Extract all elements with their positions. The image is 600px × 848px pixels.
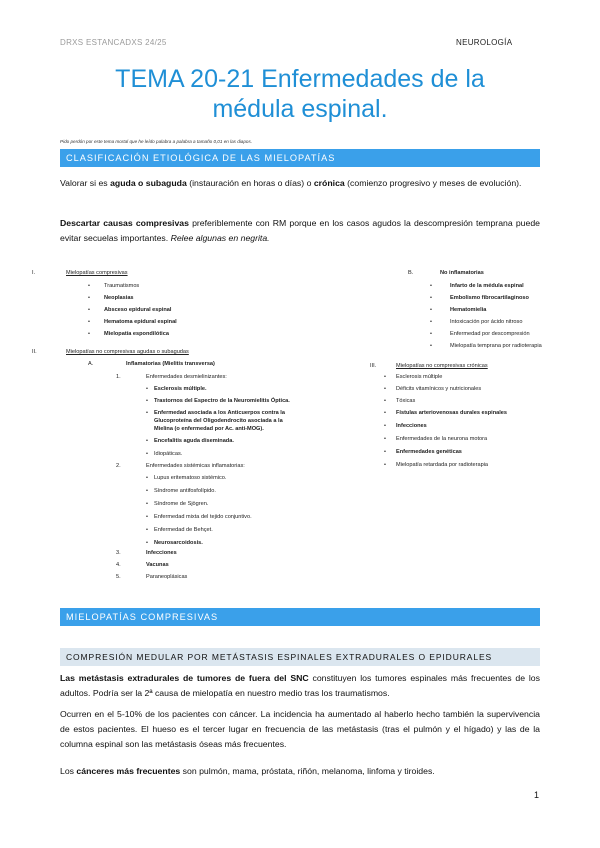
paragraph-metastasis-frequency: Las metástasis extradurales de tumores de fuera del SNC constituyen los tumores espinales más frecuentes de los adultos. Podría ser la 2ª causa de mielopatía en nuestro medio tras los traumatismos. (60, 673, 540, 698)
list-item: Infecciones (146, 550, 177, 556)
list-item: Esclerosis múltiple. (154, 386, 207, 392)
list-item: Mielopatía temprana por radioterapia (450, 343, 542, 349)
paragraph-frequent-cancers: Los cánceres más frecuentes son pulmón, mama, próstata, riñón, melanoma, linfoma y tiroides. (60, 766, 435, 776)
title-line-2: médula espinal. (212, 95, 388, 123)
list-item: Infarto de la médula espinal (450, 283, 524, 289)
list-item: Idiopáticas. (154, 451, 183, 457)
list-item: Intoxicación por ácido nitroso (450, 319, 523, 325)
subgroup-inflammatory: Inflamatorias (Mielitis transversa) (126, 361, 215, 367)
list-item: Tóxicas (396, 398, 416, 404)
list-item: Fístulas arteriovenosas durales espinales (396, 410, 507, 416)
list-item: Glucoproteína del Oligodendrocito asociada a la (154, 418, 283, 424)
paragraph-acute-chronic: Valorar si es aguda o subaguda (instauración en horas o días) o crónica (comienzo progresivo y meses de evolución). (60, 178, 522, 188)
list-item: Trastornos del Espectro de la Neuromielitis Óptica. (154, 398, 290, 404)
list-item: Neoplasias (104, 295, 134, 301)
page-title (60, 64, 540, 124)
page-number: 1 (534, 790, 540, 800)
list-item: Enfermedad por descompresión (450, 331, 530, 337)
paragraph-incidence: Ocurren en el 5-10% de los pacientes con cáncer. La incidencia ha aumentado al haberlo hecho también la supervivencia de estos pacientes. El hueso es el tercer lugar en frecuencia de las metástasis (tras el pulmón y el hígado) y las de la columna espinal son las metástasis óseas más frecuentes. (60, 709, 540, 749)
list-item: Enfermedades de la neurona motora (396, 436, 488, 442)
subsection-heading-metastasis: COMPRESIÓN MEDULAR POR METÁSTASIS ESPINALES EXTRADURALES O EPIDURALES (60, 648, 540, 666)
list-item: Lupus eritematoso sistémico. (154, 475, 227, 481)
author-note: Pido perdón por este tema mortal que he leído palabra a palabra a tamaño 0,01 en las diapos. (60, 139, 253, 144)
list-item: Traumatismos (104, 283, 140, 289)
section-heading-compressive: MIELOPATÍAS COMPRESIVAS (60, 608, 540, 626)
list-item: Mielina (o enfermedad por Ac. anti-MOG). (154, 426, 264, 432)
group-noncompressive-acute: Mielopatías no compresivas agudas o subagudas (66, 349, 189, 355)
list-item: Mielopatía espondilótica (104, 331, 169, 337)
section-heading-classification: CLASIFICACIÓN ETIOLÓGICA DE LAS MIELOPATÍAS (60, 149, 540, 167)
title-line-1: TEMA 20-21 Enfermedades de la (115, 65, 485, 93)
list-item: Enfermedades genéticas (396, 449, 462, 455)
subgroup-noninflammatory: No inflamatorias (440, 270, 484, 276)
list-item: Síndrome antifosfolípido. (154, 488, 216, 494)
group-noncompressive-chronic: Mielopatías no compresivas crónicas (396, 363, 488, 369)
list-item: Hematoma epidural espinal (104, 319, 177, 325)
list-item: Embolismo fibrocartilaginoso (450, 295, 529, 301)
list-item: Déficits vitamínicos y nutricionales (396, 386, 482, 392)
header-left: DRXS ESTANCADXS 24/25 (60, 38, 167, 47)
list-item: Enfermedad mixta del tejido conjuntivo. (154, 514, 252, 520)
list-item: Hematomielia (450, 307, 487, 313)
classification-figure (30, 263, 573, 583)
list-item: Síndrome de Sjögren. (154, 501, 209, 507)
list-item: Infecciones (396, 423, 427, 429)
list-item: Absceso epidural espinal (104, 307, 172, 313)
paragraph-compressive: Descartar causas compresivas preferiblemente con RM porque en los casos agudos la descompresión temprana puede evitar secuelas importantes. Relee algunas en negrita. (60, 218, 540, 243)
list-item: Paraneoplásicas (146, 574, 188, 580)
figure-left-column: I. Mielopatías compresivas • Traumatismos • Neoplasias • Absceso epidural espinal • Hematoma epidural espinal • Mielopatía espondilótica II. Mielopatías no compresivas agudas o subagudas A. Inflamatorias (Mielitis transversa) 1. Enfermedades desmielinizantes: • Esclerosis múltiple. • Trastornos del Espectro de la Neuromielitis Óptica. • Enfermedad asociada a los Anticuerpos contra la Glucoproteína del Oligodendrocito asociada a la Mielina (o enfermedad por Ac. anti-MOG). • Encefalitis aguda diseminada. • Idiopáticas. 2. Enfermedades sistémicas inflamatorias: • Lupus eritematoso sistémico. • Síndrome antifosfolípido. • Síndrome de Sjögren. • Enfermedad mixta del tejido conjuntivo. • Enfermedad de Behçet. • Neurosarcoidosis. 3. Infecciones 4. Vacunas 5. Paraneoplásicas (32, 270, 290, 580)
list-item: Vacunas (146, 562, 169, 568)
list-item: Neurosarcoidosis. (154, 540, 203, 546)
list-item: Enfermedad asociada a los Anticuerpos contra la (154, 410, 285, 416)
list-item: Encefalitis aguda diseminada. (154, 438, 234, 444)
group-compressive: Mielopatías compresivas (66, 270, 128, 276)
list-item: Esclerosis múltiple (396, 374, 443, 380)
list-item: Enfermedad de Behçet. (154, 527, 213, 533)
list-item: Mielopatía retardada por radioterapia (396, 462, 489, 468)
figure-right-column: B. No inflamatorias • Infarto de la médula espinal • Embolismo fibrocartilaginoso • Hematomielia • Intoxicación por ácido nitroso • Enfermedad por descompresión • Mielopatía temprana por radioterapia III. Mielopatías no compresivas crónicas • Esclerosis múltiple • Déficits vitamínicos y nutricionales • Tóxicas • Fístulas arteriovenosas durales espinales • Infecciones • Enfermedades de la neurona motora • Enfermedades genéticas • Mielopatía retardada por radioterapia (370, 270, 542, 468)
header-right: NEUROLOGÍA (456, 38, 513, 47)
